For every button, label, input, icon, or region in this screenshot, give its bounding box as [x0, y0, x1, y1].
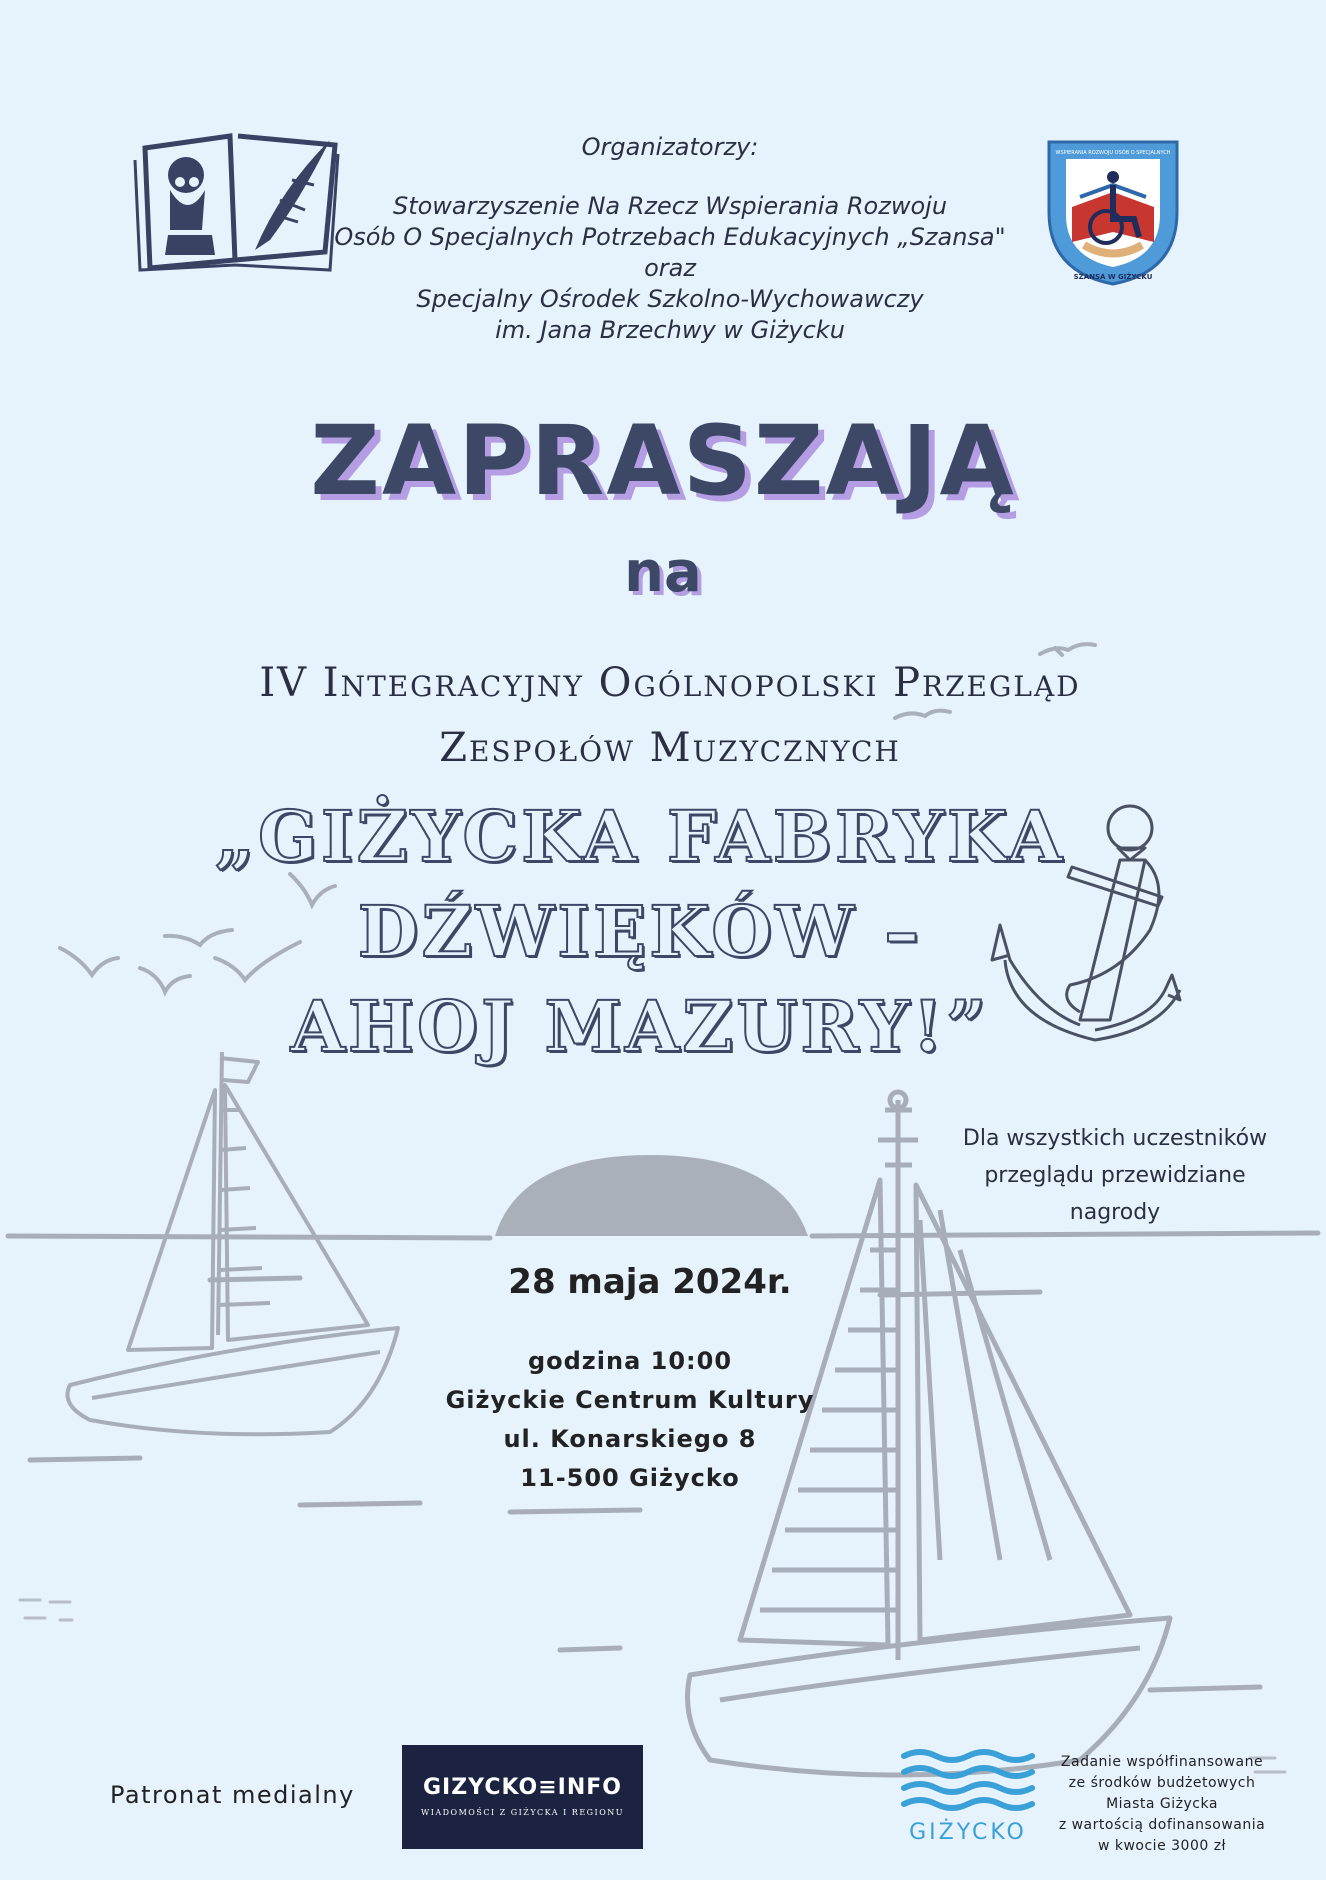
- left-sailboat-drawing: [68, 1052, 399, 1434]
- funding-line: Zadanie współfinansowane: [1060, 1754, 1264, 1770]
- media-patronage-label: Patronat medialny: [110, 1781, 355, 1809]
- festival-name-line-3: AHOJ MAZURY!”: [290, 985, 990, 1068]
- festival-name-line-1: „GIŻYCKA FABRYKA: [214, 795, 1066, 878]
- event-time: godzina 10:00: [527, 1347, 733, 1375]
- funding-note: [1042, 1752, 1282, 1857]
- badge-bottom-text: SZANSA W GIŻYCKU: [1073, 273, 1153, 281]
- szansa-association-badge: [1044, 137, 1182, 287]
- funding-line: w kwocie 3000 zł: [1097, 1838, 1227, 1854]
- city-logo-word: GIŻYCKO: [909, 1820, 1027, 1845]
- prizes-note: [960, 1120, 1270, 1231]
- venue-city: 11-500 Giżycko: [520, 1464, 740, 1492]
- event-date: 28 maja 2024r.: [508, 1262, 792, 1302]
- media-logo-title: GIZYCKO≡INFO: [422, 1775, 622, 1800]
- media-logo-subtitle: WIADOMOŚCI Z GIŻYCKA I REGIONU: [420, 1808, 625, 1817]
- setting-sun: [495, 1155, 808, 1236]
- gizycko-info-logo: [402, 1745, 643, 1849]
- badge-arc-text: WSPIERANIA ROZWOJU OSÓB O SPECJALNYCH: [1055, 150, 1171, 156]
- prizes-line: przeglądu przewidziane: [984, 1163, 1246, 1188]
- organizer-line: im. Jana Brzechwy w Giżycku: [495, 316, 845, 344]
- funding-line: Miasta Giżycka: [1106, 1796, 1218, 1812]
- prizes-line: nagrody: [1069, 1200, 1161, 1225]
- organizer-line: Osób O Specjalnych Potrzebach Edukacyjnych „Szansa": [334, 223, 1006, 251]
- funding-line: ze środków budżetowych: [1068, 1775, 1256, 1791]
- organizer-line: oraz: [644, 254, 696, 282]
- funding-line: z wartością dofinansowania: [1058, 1817, 1266, 1833]
- organizers-block: [300, 132, 1040, 346]
- invite-headline: ZAPRASZAJĄ: [310, 405, 1016, 517]
- gizycko-city-logo: [900, 1748, 1036, 1852]
- organizers-heading: Organizatorzy:: [581, 133, 759, 161]
- invite-connector: na: [624, 540, 702, 605]
- waves-icon: [900, 1748, 1036, 1818]
- venue-street: ul. Konarskiego 8: [503, 1425, 757, 1453]
- organizer-line: Stowarzyszenie Na Rzecz Wspierania Rozwoju: [392, 192, 948, 220]
- prizes-line: Dla wszystkich uczestników: [962, 1126, 1268, 1151]
- organizer-line: Specjalny Ośrodek Szkolno-Wychowawczy: [416, 285, 924, 313]
- festival-name-line-2: DŹWIĘKÓW –: [357, 890, 923, 973]
- event-title-line-1: IV Integracyjny Ogólnopolski Przegląd: [259, 660, 1081, 706]
- venue-name: Giżyckie Centrum Kultury: [445, 1386, 815, 1414]
- venue-block: [380, 1342, 880, 1498]
- event-title-line-2: Zespołów Muzycznych: [439, 725, 901, 771]
